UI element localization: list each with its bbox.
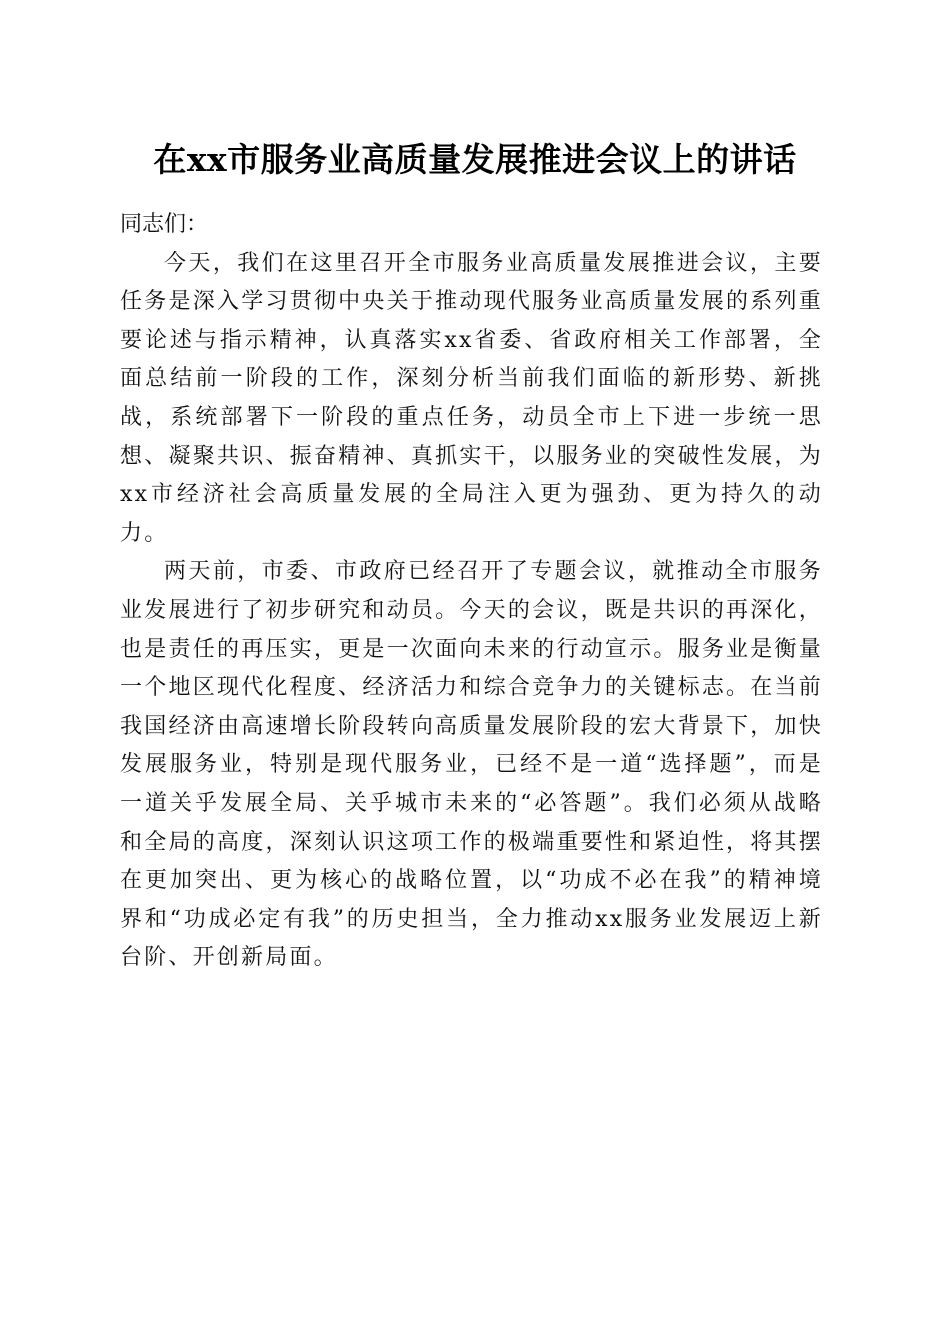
salutation: 同志们：	[120, 212, 209, 237]
document-body	[120, 206, 823, 978]
paragraph-2: 两天前，市委、市政府已经召开了专题会议，就推动全市服务业发展进行了初步研究和动员。今天的会议，既是共识的再深化，也是责任的再压实，更是一次面向未来的行动宣示。服务业是衡量一个地区现代化程度、经济活力和综合竞争力的关键标志。在当前我国经济由高速增长阶段转向高质量发展阶段的宏大背景下，加快发展服务业，特别是现代服务业，已经不是一道“选择题”，而是一道关乎发展全局、关乎城市未来的“必答题”。我们必须从战略和全局的高度，深刻认识这项工作的极端重要性和紧迫性，将其摆在更加突出、更为核心的战略位置，以“功成不必在我”的精神境界和“功成必定有我”的历史担当，全力推动xx服务业发展迈上新台阶、开创新局面。	[120, 559, 823, 971]
paragraph-1: 今天，我们在这里召开全市服务业高质量发展推进会议，主要任务是深入学习贯彻中央关于推动现代服务业高质量发展的系列重要论述与指示精神，认真落实xx省委、省政府相关工作部署，全面总结前一阶段的工作，深刻分析当前我们面临的新形势、新挑战，系统部署下一阶段的重点任务，动员全市上下进一步统一思想、凝聚共识、振奋精神、真抓实干，以服务业的突破性发展，为xx市经济社会高质量发展的全局注入更为强劲、更为持久的动力。	[120, 250, 823, 546]
document-title: 在xx市服务业高质量发展推进会议上的讲话	[153, 140, 797, 179]
